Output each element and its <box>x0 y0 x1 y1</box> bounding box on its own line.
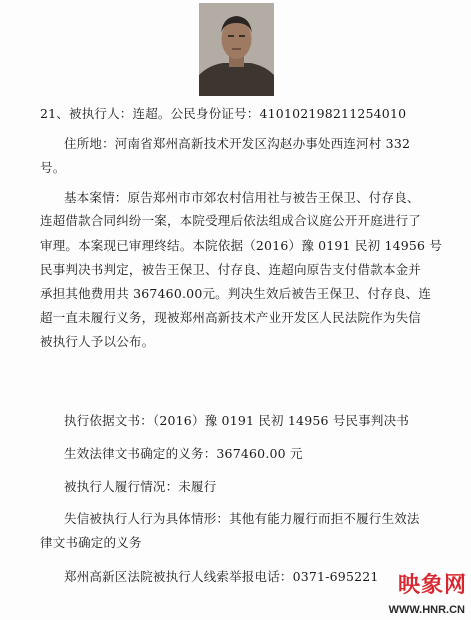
line-obligation: 生效法律文书确定的义务：367460.00 元 <box>64 446 303 461</box>
line-case-7: 被执行人予以公布。 <box>40 334 155 349</box>
line-address: 住所地：河南省郑州高新技术开发区沟赵办事处西连河村 332 <box>64 136 411 151</box>
line-situation: 失信被执行人行为具体情形：其他有能力履行而拒不履行生效法 <box>64 511 420 526</box>
line-case-5: 承担其他费用共 367460.00元。判决生效后被告王保卫、付存良、连 <box>40 286 432 301</box>
watermark-logo-text: 映象网 <box>397 573 467 598</box>
site-watermark <box>355 568 467 616</box>
line-case-2: 连超借款合同纠纷一案，本院受理后依法组成合议庭公开开庭进行了 <box>40 213 422 228</box>
line-case-4: 民事判决书判定，被告王保卫、付存良、连超向原告支付借款本金并 <box>40 262 422 277</box>
line-situation-cont: 律文书确定的义务 <box>40 535 142 550</box>
line-basis: 执行依据文书：（2016）豫 0191 民初 14956 号民事判决书 <box>64 413 410 428</box>
line-performance: 被执行人履行情况：未履行 <box>64 479 217 494</box>
line-defendant: 21、被执行人：连超。公民身份证号：410102198211254010 <box>40 106 407 121</box>
line-case-6: 超一直未履行义务，现被郑州高新技术产业开发区人民法院作为失信 <box>40 310 422 325</box>
person-photo <box>199 3 274 96</box>
line-case-1: 基本案情：原告郑州市市郊农村信用社与被告王保卫、付存良、 <box>64 190 420 205</box>
portrait-image <box>199 3 274 96</box>
watermark-url: WWW.HNR.CN <box>388 604 465 616</box>
line-case-3: 审理。本案现已审理终结。本院依据（2016）豫 0191 民初 14956 号 <box>40 238 443 253</box>
line-hotline: 郑州高新区法院被执行人线索举报电话：0371-695221 <box>64 569 379 584</box>
line-address-cont: 号。 <box>40 160 66 175</box>
